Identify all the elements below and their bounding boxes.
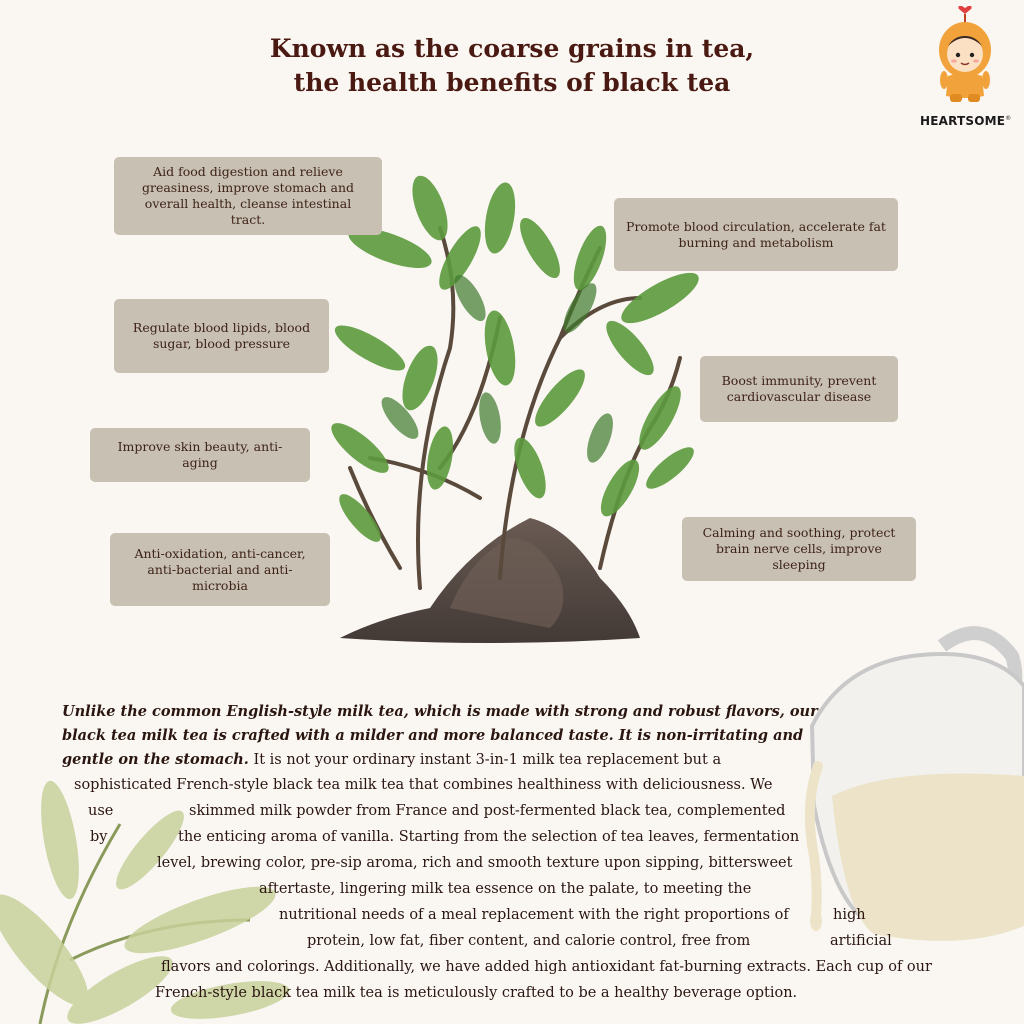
benefit-line: Aid food digestion and relieve xyxy=(153,164,343,179)
benefit-line: burning and metabolism xyxy=(678,234,834,250)
registered-mark: ® xyxy=(1005,115,1012,122)
description-line: Unlike the common English-style milk tea, which is made with strong and robust flavors, our xyxy=(62,703,818,720)
description-text: It is not your ordinary instant 3-in-1 milk tea replacement but a xyxy=(248,752,722,768)
description-line: French-style black tea milk tea is meticulously crafted to be a healthy beverage option. xyxy=(155,985,798,1001)
title-line: Known as the coarse grains in tea, xyxy=(269,34,755,63)
benefit-line: overall health, cleanse intestinal tract. xyxy=(144,196,352,227)
title-line: the health benefits of black tea xyxy=(293,68,731,97)
benefit-line: sugar, blood pressure xyxy=(152,336,291,351)
benefit-line: anti-bacterial and anti-microbia xyxy=(147,561,293,593)
description-line: artificial xyxy=(830,933,892,949)
description-line: high xyxy=(833,907,866,923)
description-line: black tea milk tea is crafted with a milder and more balanced taste. It is non-irritating and xyxy=(62,727,804,744)
benefit-line: Anti-oxidation, anti-cancer, xyxy=(134,545,306,561)
description-line xyxy=(62,750,721,770)
description-line: sophisticated French-style black tea milk tea that combines healthiness with deliciousness. We xyxy=(74,777,773,793)
benefit-line: brain nerve cells, improve sleeping xyxy=(716,541,882,572)
description-line: level, brewing color, pre-sip aroma, rich and smooth texture upon sipping, bittersweet xyxy=(157,855,793,871)
benefit-line: Improve skin beauty, anti-aging xyxy=(117,439,283,470)
description-line: flavors and colorings. Additionally, we have added high antioxidant fat-burning extracts. Each cup of our xyxy=(161,959,932,975)
benefit-line: Regulate blood lipids, blood xyxy=(132,320,311,335)
description-emphasis: gentle on the stomach. xyxy=(62,751,249,768)
description-line: by xyxy=(90,829,108,845)
benefit-line: Calming and soothing, protect xyxy=(702,525,896,540)
benefit-line: greasiness, improve stomach and xyxy=(141,180,355,195)
description-line: the enticing aroma of vanilla. Starting from the selection of tea leaves, fermentation xyxy=(178,829,800,845)
description-line: nutritional needs of a meal replacement with the right proportions of xyxy=(279,907,789,923)
description-line: use xyxy=(88,803,114,819)
description-line: aftertaste, lingering milk tea essence on the palate, to meeting the xyxy=(259,881,752,897)
benefit-line: cardiovascular disease xyxy=(726,389,872,404)
benefit-line: Boost immunity, prevent xyxy=(721,373,877,388)
description-line: protein, low fat, fiber content, and calorie control, free from xyxy=(307,933,751,949)
brand-name-text: HEARTSOME xyxy=(920,114,1006,128)
description-line: skimmed milk powder from France and post-fermented black tea, complemented xyxy=(189,803,786,819)
benefit-line: Promote blood circulation, accelerate fat xyxy=(626,218,886,234)
